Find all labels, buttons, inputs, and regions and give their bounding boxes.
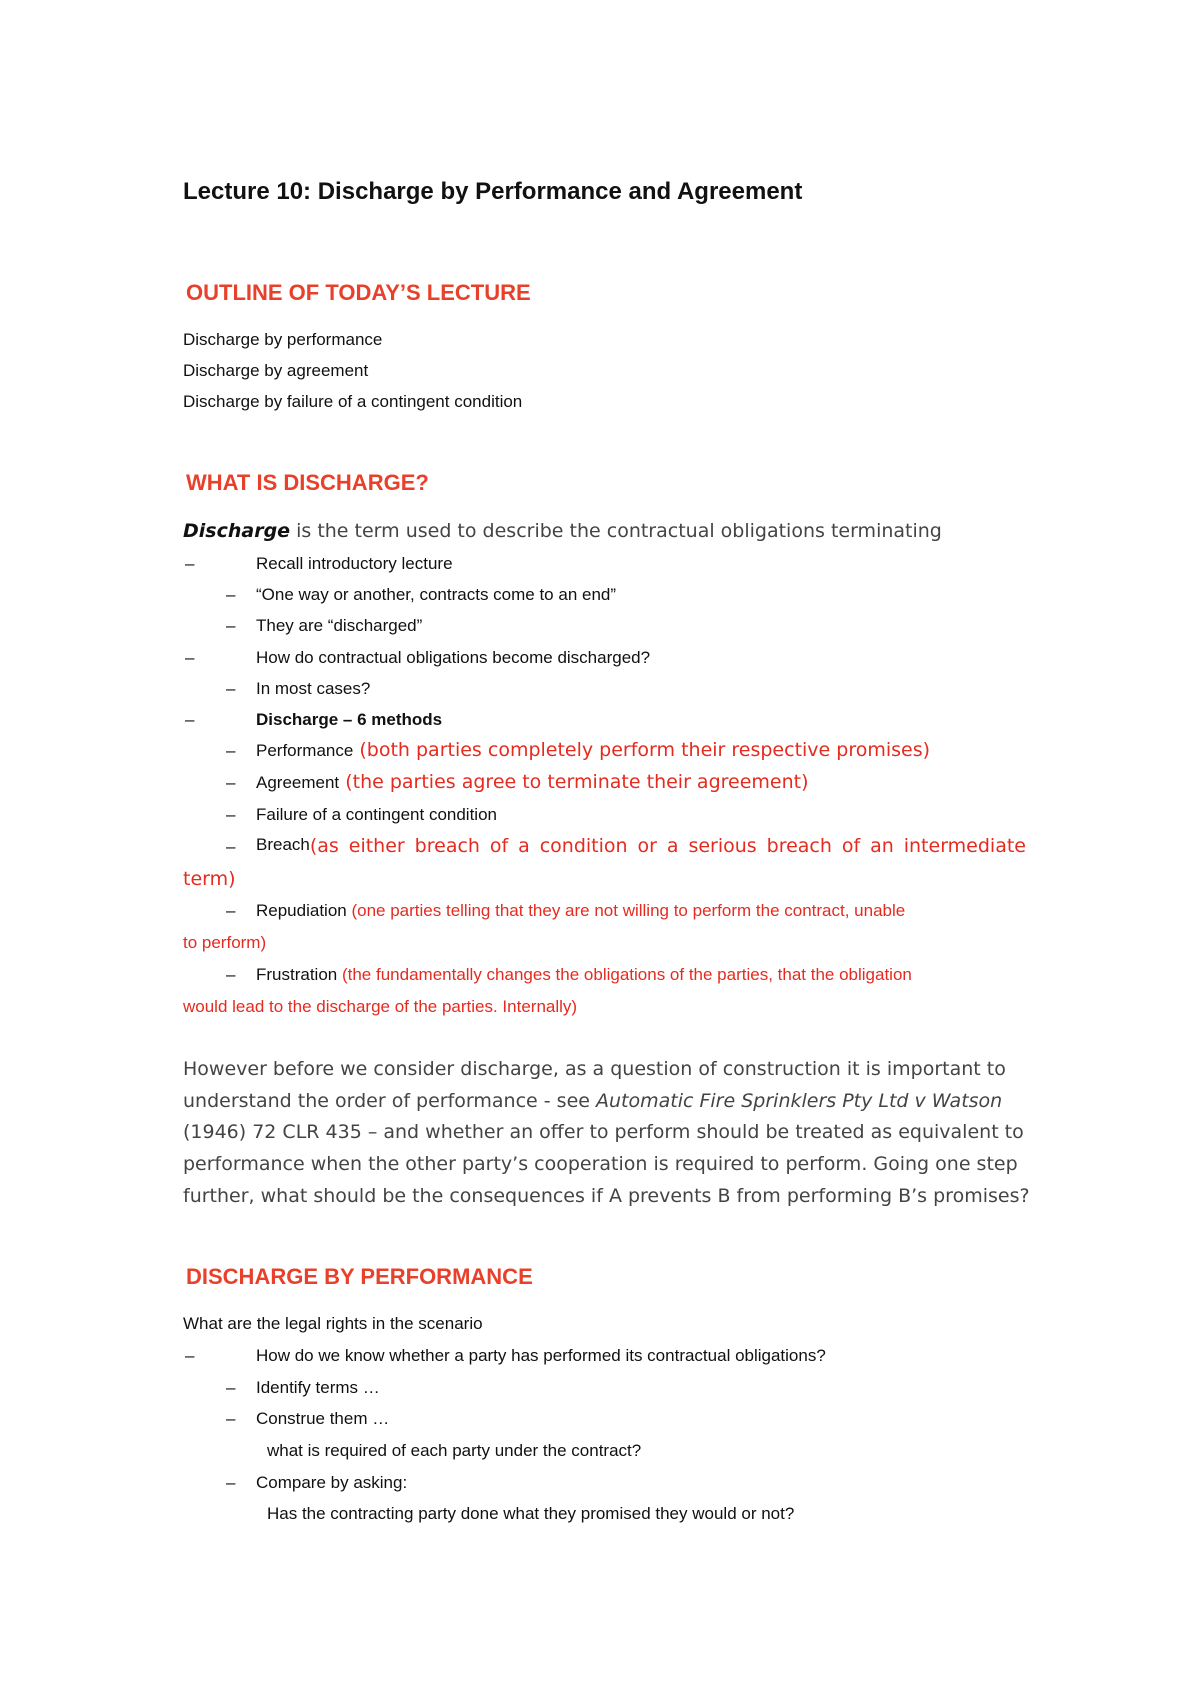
identify-line: Identify terms … xyxy=(256,1378,380,1397)
method-note: (the fundamentally changes the obligations of the parties, that the obligation xyxy=(337,965,912,984)
outline-item: Discharge by failure of a contingent condition xyxy=(183,392,523,411)
definition-text: is the term used to describe the contractual obligations terminating xyxy=(290,520,942,542)
page-title: Lecture 10: Discharge by Performance and Agreement xyxy=(183,178,803,205)
most-cases-line: In most cases? xyxy=(256,679,371,698)
dash-marker: – xyxy=(185,554,195,573)
compare-line: Compare by asking: xyxy=(256,1473,408,1492)
case-citation: Automatic Fire Sprinklers Pty Ltd v Watson xyxy=(596,1090,1003,1112)
dash-marker: – xyxy=(226,679,236,698)
quote-line: “One way or another, contracts come to an end” xyxy=(256,585,617,604)
performance-intro: What are the legal rights in the scenario xyxy=(183,1314,483,1333)
paragraph-line: performance when the other party’s cooperation is required to perform. Going one step xyxy=(183,1153,1018,1175)
dash-marker: – xyxy=(226,1378,236,1397)
performance-question: How do we know whether a party has performed its contractual obligations? xyxy=(256,1346,826,1365)
method-label: Frustration xyxy=(256,965,338,984)
method-note-continued: would lead to the discharge of the parties. Internally) xyxy=(183,997,578,1016)
paragraph-line xyxy=(183,1090,1002,1112)
method-label: Agreement xyxy=(256,773,340,792)
dash-marker: – xyxy=(226,805,236,824)
dash-marker: – xyxy=(185,1346,195,1365)
what-is-heading: WHAT IS DISCHARGE? xyxy=(186,470,429,495)
performance-heading: DISCHARGE BY PERFORMANCE xyxy=(186,1264,533,1289)
method-agreement xyxy=(256,771,809,793)
discharged-line: They are “discharged” xyxy=(256,616,423,635)
recall-line: Recall introductory lecture xyxy=(256,554,453,573)
method-breach xyxy=(256,835,1026,857)
method-failure: Failure of a contingent condition xyxy=(256,805,497,824)
method-note: (the parties agree to terminate their agreement) xyxy=(339,771,809,793)
methods-line: Discharge – 6 methods xyxy=(256,710,443,729)
definition-term: Discharge xyxy=(183,520,291,542)
method-note-continued: to perform) xyxy=(183,933,267,952)
method-note-continued: term) xyxy=(183,868,236,890)
outline-heading: OUTLINE OF TODAY’S LECTURE xyxy=(186,280,531,305)
method-repudiation xyxy=(256,901,905,921)
paragraph-line: (1946) 72 CLR 435 – and whether an offer to perform should be treated as equivalent to xyxy=(183,1121,1024,1143)
method-label: Performance xyxy=(256,741,354,760)
dash-marker: – xyxy=(226,616,236,635)
dash-marker: – xyxy=(226,741,236,760)
construe-line: Construe them … xyxy=(256,1409,390,1428)
method-label: Repudiation xyxy=(256,901,347,920)
construe-sub-line: what is required of each party under the contract? xyxy=(267,1441,642,1460)
method-frustration xyxy=(256,965,912,985)
dash-marker: – xyxy=(185,648,195,667)
how-line: How do contractual obligations become discharged? xyxy=(256,648,651,667)
dash-marker: – xyxy=(185,710,195,729)
dash-marker: – xyxy=(226,773,236,792)
paragraph-line: However before we consider discharge, as a question of construction it is important to xyxy=(183,1058,1006,1080)
paragraph-text: understand the order of performance - see xyxy=(183,1090,596,1112)
method-performance xyxy=(256,739,930,761)
compare-sub-line: Has the contracting party done what they promised they would or not? xyxy=(267,1504,795,1523)
paragraph-line: further, what should be the consequences if A prevents B from performing B’s promises? xyxy=(183,1185,1030,1207)
dash-marker: – xyxy=(226,901,236,920)
method-note: (as either breach of a condition or a serious breach of an intermediate xyxy=(309,835,1026,857)
dash-marker: – xyxy=(226,965,236,984)
dash-marker: – xyxy=(226,585,236,604)
dash-marker: – xyxy=(226,837,236,856)
method-note: (both parties completely perform their respective promises) xyxy=(353,739,931,761)
method-label: Breach xyxy=(256,835,310,854)
method-note: (one parties telling that they are not willing to perform the contract, unable xyxy=(346,901,906,920)
outline-item: Discharge by performance xyxy=(183,330,383,349)
definition-line xyxy=(183,520,942,542)
dash-marker: – xyxy=(226,1473,236,1492)
outline-item: Discharge by agreement xyxy=(183,361,369,380)
dash-marker: – xyxy=(226,1409,236,1428)
